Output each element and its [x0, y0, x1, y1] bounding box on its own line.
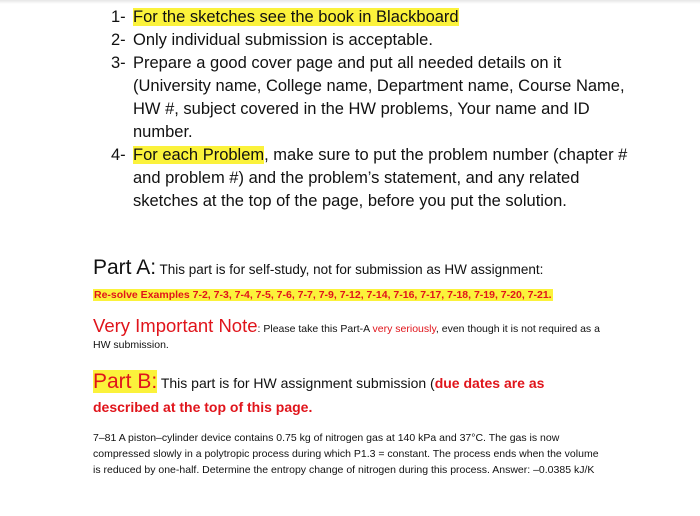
part-a-text: This part is for self-study, not for submission as HW assignment:	[156, 262, 544, 277]
item-highlight: For the sketches see the book in Blackboard	[133, 8, 459, 26]
instruction-item	[111, 52, 631, 144]
instruction-item	[111, 144, 631, 213]
part-b-due-dates: due dates are as described at the top of this page	[93, 375, 545, 415]
item-number: 4-	[111, 146, 126, 164]
item-highlight: For each Problem	[133, 146, 265, 164]
part-b-heading: Part B:	[93, 370, 158, 393]
note-heading: Very Important Note	[93, 315, 258, 336]
item-number: 2-	[111, 31, 126, 49]
note-text-before: : Please take this Part-A	[257, 323, 373, 335]
item-text: , make sure to put the problem number (chapter # and problem #) and the problem’s statement, and any related sketches at the top of the page, before you put the solution.	[133, 146, 628, 210]
part-a-heading: Part A:	[93, 256, 157, 279]
important-note	[93, 315, 613, 353]
part-b-end: .	[308, 399, 313, 415]
item-text: Only individual submission is acceptable.	[133, 31, 433, 49]
instruction-item	[111, 29, 631, 52]
item-number: 1-	[111, 8, 126, 26]
part-b-text: This part is for HW assignment submission (	[157, 375, 435, 391]
item-text: Prepare a good cover page and put all needed details on it (University name, College name, Department name, Course Name, HW #, subject covered in the HW problems, Your name and ID number.	[133, 54, 625, 141]
item-number: 3-	[111, 54, 126, 72]
instruction-item	[111, 6, 631, 29]
problem-statement: 7–81 A piston–cylinder device contains 0.75 kg of nitrogen gas at 140 kPa and 37°C. The gas is now compressed slowly in a polytropic process during which P1.3 = constant. The process ends when the volume is reduced by one-half. Determine the entropy change of nitrogen during this process. Answer: –0.0385 kJ/K	[93, 432, 599, 476]
top-shadow	[0, 0, 700, 4]
note-text-after: , even though it is not required as a HW submission.	[93, 323, 600, 351]
part-a-line	[93, 256, 613, 280]
part-b-block	[93, 370, 613, 419]
resolve-examples: Re-solve Examples 7-2, 7-3, 7-4, 7-5, 7-6, 7-7, 7-9, 7-12, 7-14, 7-16, 7-17, 7-18, 7-19, 7-20, 7-21.	[94, 289, 552, 301]
note-emphasis: very seriously	[372, 323, 436, 335]
instructions-list	[111, 6, 631, 213]
